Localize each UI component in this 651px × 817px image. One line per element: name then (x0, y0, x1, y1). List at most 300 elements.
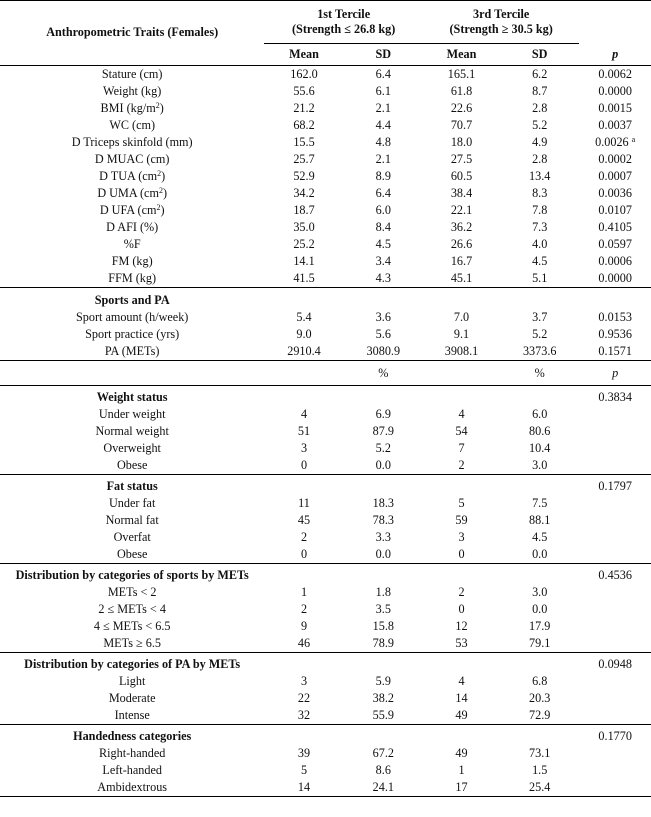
empty-cell (264, 656, 343, 673)
pct1-cell: 0.0 (375, 457, 391, 472)
table-row (0, 423, 651, 440)
table-row (0, 326, 651, 343)
p-cell (579, 253, 651, 270)
pct3-cell: 1.5 (532, 762, 548, 777)
p-value: 0.0000 (598, 83, 632, 98)
empty-cell (264, 728, 343, 745)
tercile1-title: 1st Tercile (317, 6, 371, 21)
empty-cell (264, 363, 343, 386)
p-cell (579, 779, 651, 797)
table-row (0, 270, 651, 288)
category-p-value: 0.4536 (598, 567, 632, 582)
p-value: 0.4105 (598, 219, 632, 234)
mean1-cell: 21.2 (293, 100, 315, 115)
table-row (0, 745, 651, 762)
pct3-cell: 0.0 (532, 546, 548, 561)
p-cell (579, 512, 651, 529)
row-label (0, 236, 264, 253)
sd3-header: SD (500, 44, 579, 66)
table-row (0, 151, 651, 168)
pct3-cell: 7.5 (532, 495, 548, 510)
pct1-cell: 0.0 (375, 546, 391, 561)
table-row (0, 457, 651, 475)
empty-cell (500, 389, 579, 406)
sd3-cell: 3373.6 (522, 343, 557, 358)
pct1-cell: 18.3 (372, 495, 394, 510)
sd1-cell: 4.3 (375, 270, 391, 285)
row-label: Obese (116, 457, 148, 472)
p-value: 0.0062 (598, 66, 632, 81)
table-row (0, 168, 651, 185)
sd3-cell: 6.2 (532, 66, 548, 81)
table-row (0, 66, 651, 84)
sd3-cell: 8.3 (532, 185, 548, 200)
pct3-cell: 10.4 (529, 440, 551, 455)
pct3-cell: 80.6 (529, 423, 551, 438)
row-label-suffix: ) (160, 202, 165, 217)
count3-cell: 0 (458, 546, 465, 561)
pct1-cell: 5.2 (375, 440, 391, 455)
sd1-header: SD (344, 44, 423, 66)
pct1-cell: 67.2 (372, 745, 394, 760)
row-label: Ambidextrous (0, 779, 264, 797)
empty-cell (0, 363, 264, 386)
mean1-cell: 5.4 (296, 309, 312, 324)
row-label-suffix: ) (159, 100, 164, 115)
row-label-superscript: 2 (156, 202, 161, 212)
empty-cell (423, 656, 500, 673)
tercile3-range: (Strength ≥ 30.5 kg) (449, 22, 553, 36)
empty-cell (579, 292, 651, 309)
count1-cell: 32 (297, 707, 311, 722)
category-p-value: 0.1770 (598, 728, 632, 743)
p-cell: 0.1571 (598, 343, 632, 358)
pct3-cell: 73.1 (529, 745, 551, 760)
row-label: PA (METs) (104, 343, 160, 358)
p-cell (579, 618, 651, 635)
sd3-cell: 7.3 (532, 219, 548, 234)
mean3-cell: 7.0 (453, 309, 470, 324)
table-row (0, 117, 651, 134)
mean1-cell: 18.7 (293, 202, 315, 217)
p-value: 0.0037 (598, 117, 632, 132)
row-label (0, 253, 264, 270)
empty-cell (264, 567, 343, 584)
p-value: 0.0006 (598, 253, 632, 268)
p-cell: 0.0153 (598, 309, 632, 324)
sd3-cell: 7.8 (532, 202, 548, 217)
sd1-cell: 6.4 (375, 185, 391, 200)
mean3-header: Mean (423, 44, 500, 66)
table-body (0, 1, 651, 797)
percent-header-row (0, 363, 651, 386)
section-title-row (0, 292, 651, 309)
category-title: Distribution by categories of PA by METs (24, 656, 241, 671)
pct1-cell: 15.8 (372, 618, 394, 633)
mean3-cell: 61.8 (450, 83, 473, 98)
trait-column-header: Anthropometric Traits (Females) (0, 1, 264, 66)
p-cell (579, 635, 651, 653)
mean3-cell: 60.5 (450, 168, 473, 183)
empty-cell (344, 478, 423, 495)
empty-cell (344, 728, 423, 745)
pct1-cell: 24.1 (344, 779, 423, 797)
p-value: 0.0026 (595, 134, 629, 149)
pct1-cell: 1.8 (375, 584, 391, 599)
row-label-text: D UMA (cm (97, 185, 159, 200)
p-cell (579, 495, 651, 512)
p-cell (579, 134, 651, 151)
row-label: Right-handed (99, 745, 166, 760)
table-row (0, 83, 651, 100)
category-title: Fat status (106, 478, 158, 493)
header-row-terciles (0, 1, 651, 44)
sd1-cell: 3.4 (375, 253, 391, 268)
mean1-cell: 68.2 (293, 117, 315, 132)
sd3-cell: 5.2 (532, 117, 548, 132)
empty-cell (423, 363, 500, 386)
count3-cell: 17 (423, 779, 500, 797)
count3-cell: 49 (455, 707, 468, 722)
row-label: Overfat (113, 529, 151, 544)
sd1-cell: 8.4 (375, 219, 391, 234)
table-row (0, 601, 651, 618)
pct1-cell: 78.3 (372, 512, 394, 527)
sd1-cell: 4.5 (375, 236, 391, 251)
mean1-cell: 34.2 (293, 185, 315, 200)
mean3-cell: 38.4 (450, 185, 473, 200)
mean3-cell: 165.1 (447, 66, 476, 81)
table-row (0, 546, 651, 564)
empty-cell (500, 656, 579, 673)
sd3-cell: 2.8 (532, 100, 548, 115)
row-label-superscript: 2 (158, 185, 163, 195)
pct3-cell: 72.9 (529, 707, 551, 722)
mean3-cell: 18.0 (450, 134, 473, 149)
row-label (0, 151, 264, 168)
p-cell (579, 66, 651, 84)
p-value: 0.0036 (598, 185, 632, 200)
count3-cell: 12 (455, 618, 468, 633)
tercile1-range: (Strength ≤ 26.8 kg) (292, 22, 396, 36)
pct1-cell: 38.2 (372, 690, 394, 705)
pct3-cell: 0.0 (532, 601, 548, 616)
p-cell (579, 690, 651, 707)
table-row (0, 219, 651, 236)
row-label: Under weight (98, 406, 166, 421)
mean3-cell: 45.1 (450, 270, 473, 285)
empty-cell (264, 292, 343, 309)
sd1-cell: 4.8 (375, 134, 391, 149)
empty-cell (423, 567, 500, 584)
p-value: 0.0107 (598, 202, 632, 217)
count3-cell: 3 (458, 529, 465, 544)
p-cell (579, 83, 651, 100)
row-label-text: FFM (kg) (108, 270, 157, 285)
row-label: Overweight (103, 440, 161, 455)
row-label-text: D UFA (cm (99, 202, 157, 217)
row-label: 2 ≤ METs < 4 (98, 601, 166, 616)
row-label: Under fat (108, 495, 156, 510)
row-label: 4 ≤ METs < 6.5 (93, 618, 171, 633)
row-label (0, 202, 264, 219)
empty-cell (344, 292, 423, 309)
table-row (0, 673, 651, 690)
count3-cell: 54 (455, 423, 468, 438)
count1-cell: 9 (300, 618, 308, 633)
p-cell (579, 440, 651, 457)
table-row (0, 406, 651, 423)
table-row (0, 185, 651, 202)
row-label (0, 100, 264, 117)
sd1-cell: 4.4 (375, 117, 391, 132)
row-label-text: WC (cm) (109, 117, 156, 132)
row-label: Moderate (108, 690, 156, 705)
table-row (0, 690, 651, 707)
row-label: METs ≥ 6.5 (103, 635, 161, 650)
p-cell (579, 601, 651, 618)
count1-cell: 2 (300, 601, 308, 616)
category-title-row (0, 728, 651, 745)
row-label: Normal fat (105, 512, 159, 527)
pct3-cell: 88.1 (529, 512, 551, 527)
mean3-cell: 27.5 (450, 151, 473, 166)
pct3-cell: 20.3 (529, 690, 551, 705)
header-blank (579, 1, 651, 44)
mean1-cell: 25.7 (293, 151, 315, 166)
row-label-text: FM (kg) (111, 253, 153, 268)
count1-cell: 51 (297, 423, 311, 438)
sd3-cell: 4.0 (532, 236, 548, 251)
count3-cell: 59 (455, 512, 468, 527)
mean1-cell: 2910.4 (287, 343, 321, 358)
p-cell (579, 546, 651, 564)
p-value: 0.0000 (598, 270, 632, 285)
sd1-cell: 6.1 (375, 83, 391, 98)
p-value: 0.0007 (598, 168, 632, 183)
table-row (0, 202, 651, 219)
count1-cell: 1 (300, 584, 308, 599)
empty-cell (423, 292, 500, 309)
count3-cell: 4 (458, 673, 465, 688)
empty-cell (344, 567, 423, 584)
row-label (0, 117, 264, 134)
row-label: Light (118, 673, 146, 688)
sd3-cell: 4.5 (532, 253, 548, 268)
row-label: Obese (116, 546, 148, 561)
mean3-cell: 22.6 (450, 100, 473, 115)
pct3-cell: 4.5 (532, 529, 548, 544)
count1-cell: 5 (300, 762, 308, 777)
row-label: Left-handed (102, 762, 162, 777)
count1-cell: 39 (297, 745, 311, 760)
p-cell (579, 219, 651, 236)
table-row (0, 134, 651, 151)
category-p-value: 0.1797 (598, 478, 632, 493)
mean1-cell: 52.9 (293, 168, 315, 183)
table-row (0, 253, 651, 270)
tercile3-title: 3rd Tercile (473, 6, 530, 21)
pct1-cell: 6.9 (375, 406, 391, 421)
tercile3-header (423, 1, 579, 44)
pct3-cell: 6.0 (532, 406, 548, 421)
count1-cell: 4 (300, 406, 308, 421)
count3-cell: 2 (458, 584, 465, 599)
row-label (0, 219, 264, 236)
count3-cell: 53 (455, 635, 468, 650)
pct3-cell: 79.1 (529, 635, 551, 650)
sd3-cell: 4.9 (532, 134, 548, 149)
tercile1-header (264, 1, 423, 44)
empty-cell (344, 389, 423, 406)
pct3-cell: 3.0 (532, 457, 548, 472)
p-cell: 0.9536 (598, 326, 632, 341)
sd1-cell: 8.9 (375, 168, 391, 183)
row-label-text: Weight (kg) (103, 83, 162, 98)
row-label-suffix: ) (161, 168, 166, 183)
row-label: METs < 2 (107, 584, 157, 599)
row-label-text: BMI (kg/m (100, 100, 156, 115)
count3-cell: 2 (458, 457, 465, 472)
empty-cell (423, 389, 500, 406)
empty-cell (423, 728, 500, 745)
p-cell (579, 117, 651, 134)
mean3-cell: 16.7 (450, 253, 473, 268)
sd3-cell: 5.2 (532, 326, 548, 341)
row-label-text: D AFI (%) (106, 219, 159, 234)
mean1-cell: 55.6 (293, 83, 315, 98)
count3-cell: 14 (455, 690, 468, 705)
pct1-cell: 55.9 (372, 707, 394, 722)
row-label-text: %F (123, 236, 141, 251)
category-p-value: 0.0948 (598, 656, 632, 671)
pct3-cell: 25.4 (500, 779, 579, 797)
sd3-cell: 13.4 (529, 168, 551, 183)
sd3-cell: 3.7 (532, 309, 548, 324)
count1-cell: 3 (300, 673, 308, 688)
count1-cell: 3 (300, 440, 308, 455)
row-label (0, 185, 264, 202)
mean1-cell: 35.0 (293, 219, 315, 234)
count1-cell: 11 (298, 495, 310, 510)
category-title: Weight status (96, 389, 168, 404)
empty-cell (500, 292, 579, 309)
count1-cell: 45 (297, 512, 311, 527)
pct3-cell: 3.0 (532, 584, 548, 599)
p-cell (579, 707, 651, 725)
count1-cell: 22 (297, 690, 311, 705)
empty-cell (264, 478, 343, 495)
empty-cell (500, 728, 579, 745)
sd1-cell: 6.4 (375, 66, 391, 81)
sd3-cell: 2.8 (532, 151, 548, 166)
table-row (0, 584, 651, 601)
table-row (0, 100, 651, 117)
row-label (0, 270, 264, 288)
p-cell (579, 236, 651, 253)
empty-cell (264, 389, 343, 406)
empty-cell (344, 656, 423, 673)
row-label: Sport amount (h/week) (75, 309, 189, 324)
empty-cell (500, 567, 579, 584)
mean3-cell: 3908.1 (444, 343, 479, 358)
pct1-header: % (344, 363, 423, 386)
row-label (0, 134, 264, 151)
pct3-header: % (500, 363, 579, 386)
table-row (0, 779, 651, 797)
p-header: p (579, 363, 651, 386)
table-row (0, 529, 651, 546)
pct3-cell: 6.8 (532, 673, 548, 688)
p-value: 0.0015 (598, 100, 632, 115)
count3-cell: 5 (458, 495, 465, 510)
mean1-cell: 41.5 (293, 270, 315, 285)
row-label (0, 66, 264, 84)
count3-cell: 1 (458, 762, 465, 777)
row-label (0, 168, 264, 185)
empty-cell (423, 478, 500, 495)
p-cell (579, 185, 651, 202)
p-cell (579, 762, 651, 779)
category-title-row (0, 478, 651, 495)
mean1-cell: 15.5 (293, 134, 315, 149)
mean3-cell: 26.6 (450, 236, 473, 251)
table-row (0, 635, 651, 653)
table-row (0, 236, 651, 253)
p-cell (579, 584, 651, 601)
row-label-text: D Triceps skinfold (mm) (71, 134, 193, 149)
category-p-value: 0.3834 (598, 389, 632, 404)
category-title-row (0, 656, 651, 673)
sd3-cell: 8.7 (532, 83, 548, 98)
count1-cell: 0 (300, 546, 308, 561)
count1-cell: 0 (300, 457, 308, 472)
p-value: 0.0597 (598, 236, 632, 251)
count3-cell: 0 (458, 601, 465, 616)
pct1-cell: 8.6 (375, 762, 391, 777)
pct1-cell: 3.5 (375, 601, 391, 616)
pct1-cell: 5.9 (375, 673, 391, 688)
table-row (0, 440, 651, 457)
p-cell (579, 423, 651, 440)
section-title: Sports and PA (94, 292, 170, 307)
sd1-cell: 3.6 (375, 309, 391, 324)
pct3-cell: 17.9 (529, 618, 551, 633)
mean3-cell: 36.2 (450, 219, 473, 234)
count3-cell: 49 (455, 745, 468, 760)
row-label-text: Stature (cm) (101, 66, 163, 81)
p-cell (579, 457, 651, 475)
count3-cell: 4 (458, 406, 465, 421)
row-label (0, 83, 264, 100)
row-label-text: D MUAC (cm) (94, 151, 170, 166)
table-row (0, 512, 651, 529)
category-title: Distribution by categories of sports by METs (15, 567, 249, 582)
row-label-superscript: 2 (155, 100, 160, 110)
table-row (0, 707, 651, 725)
count3-cell: 7 (458, 440, 465, 455)
count1-cell: 46 (297, 635, 311, 650)
category-title-row (0, 567, 651, 584)
table-row (0, 343, 651, 361)
table-row (0, 495, 651, 512)
sd1-cell: 6.0 (375, 202, 391, 217)
category-title: Handedness categories (73, 728, 192, 743)
row-label: Sport practice (yrs) (85, 326, 180, 341)
p-cell (579, 100, 651, 117)
table-row (0, 309, 651, 326)
p-cell (579, 406, 651, 423)
